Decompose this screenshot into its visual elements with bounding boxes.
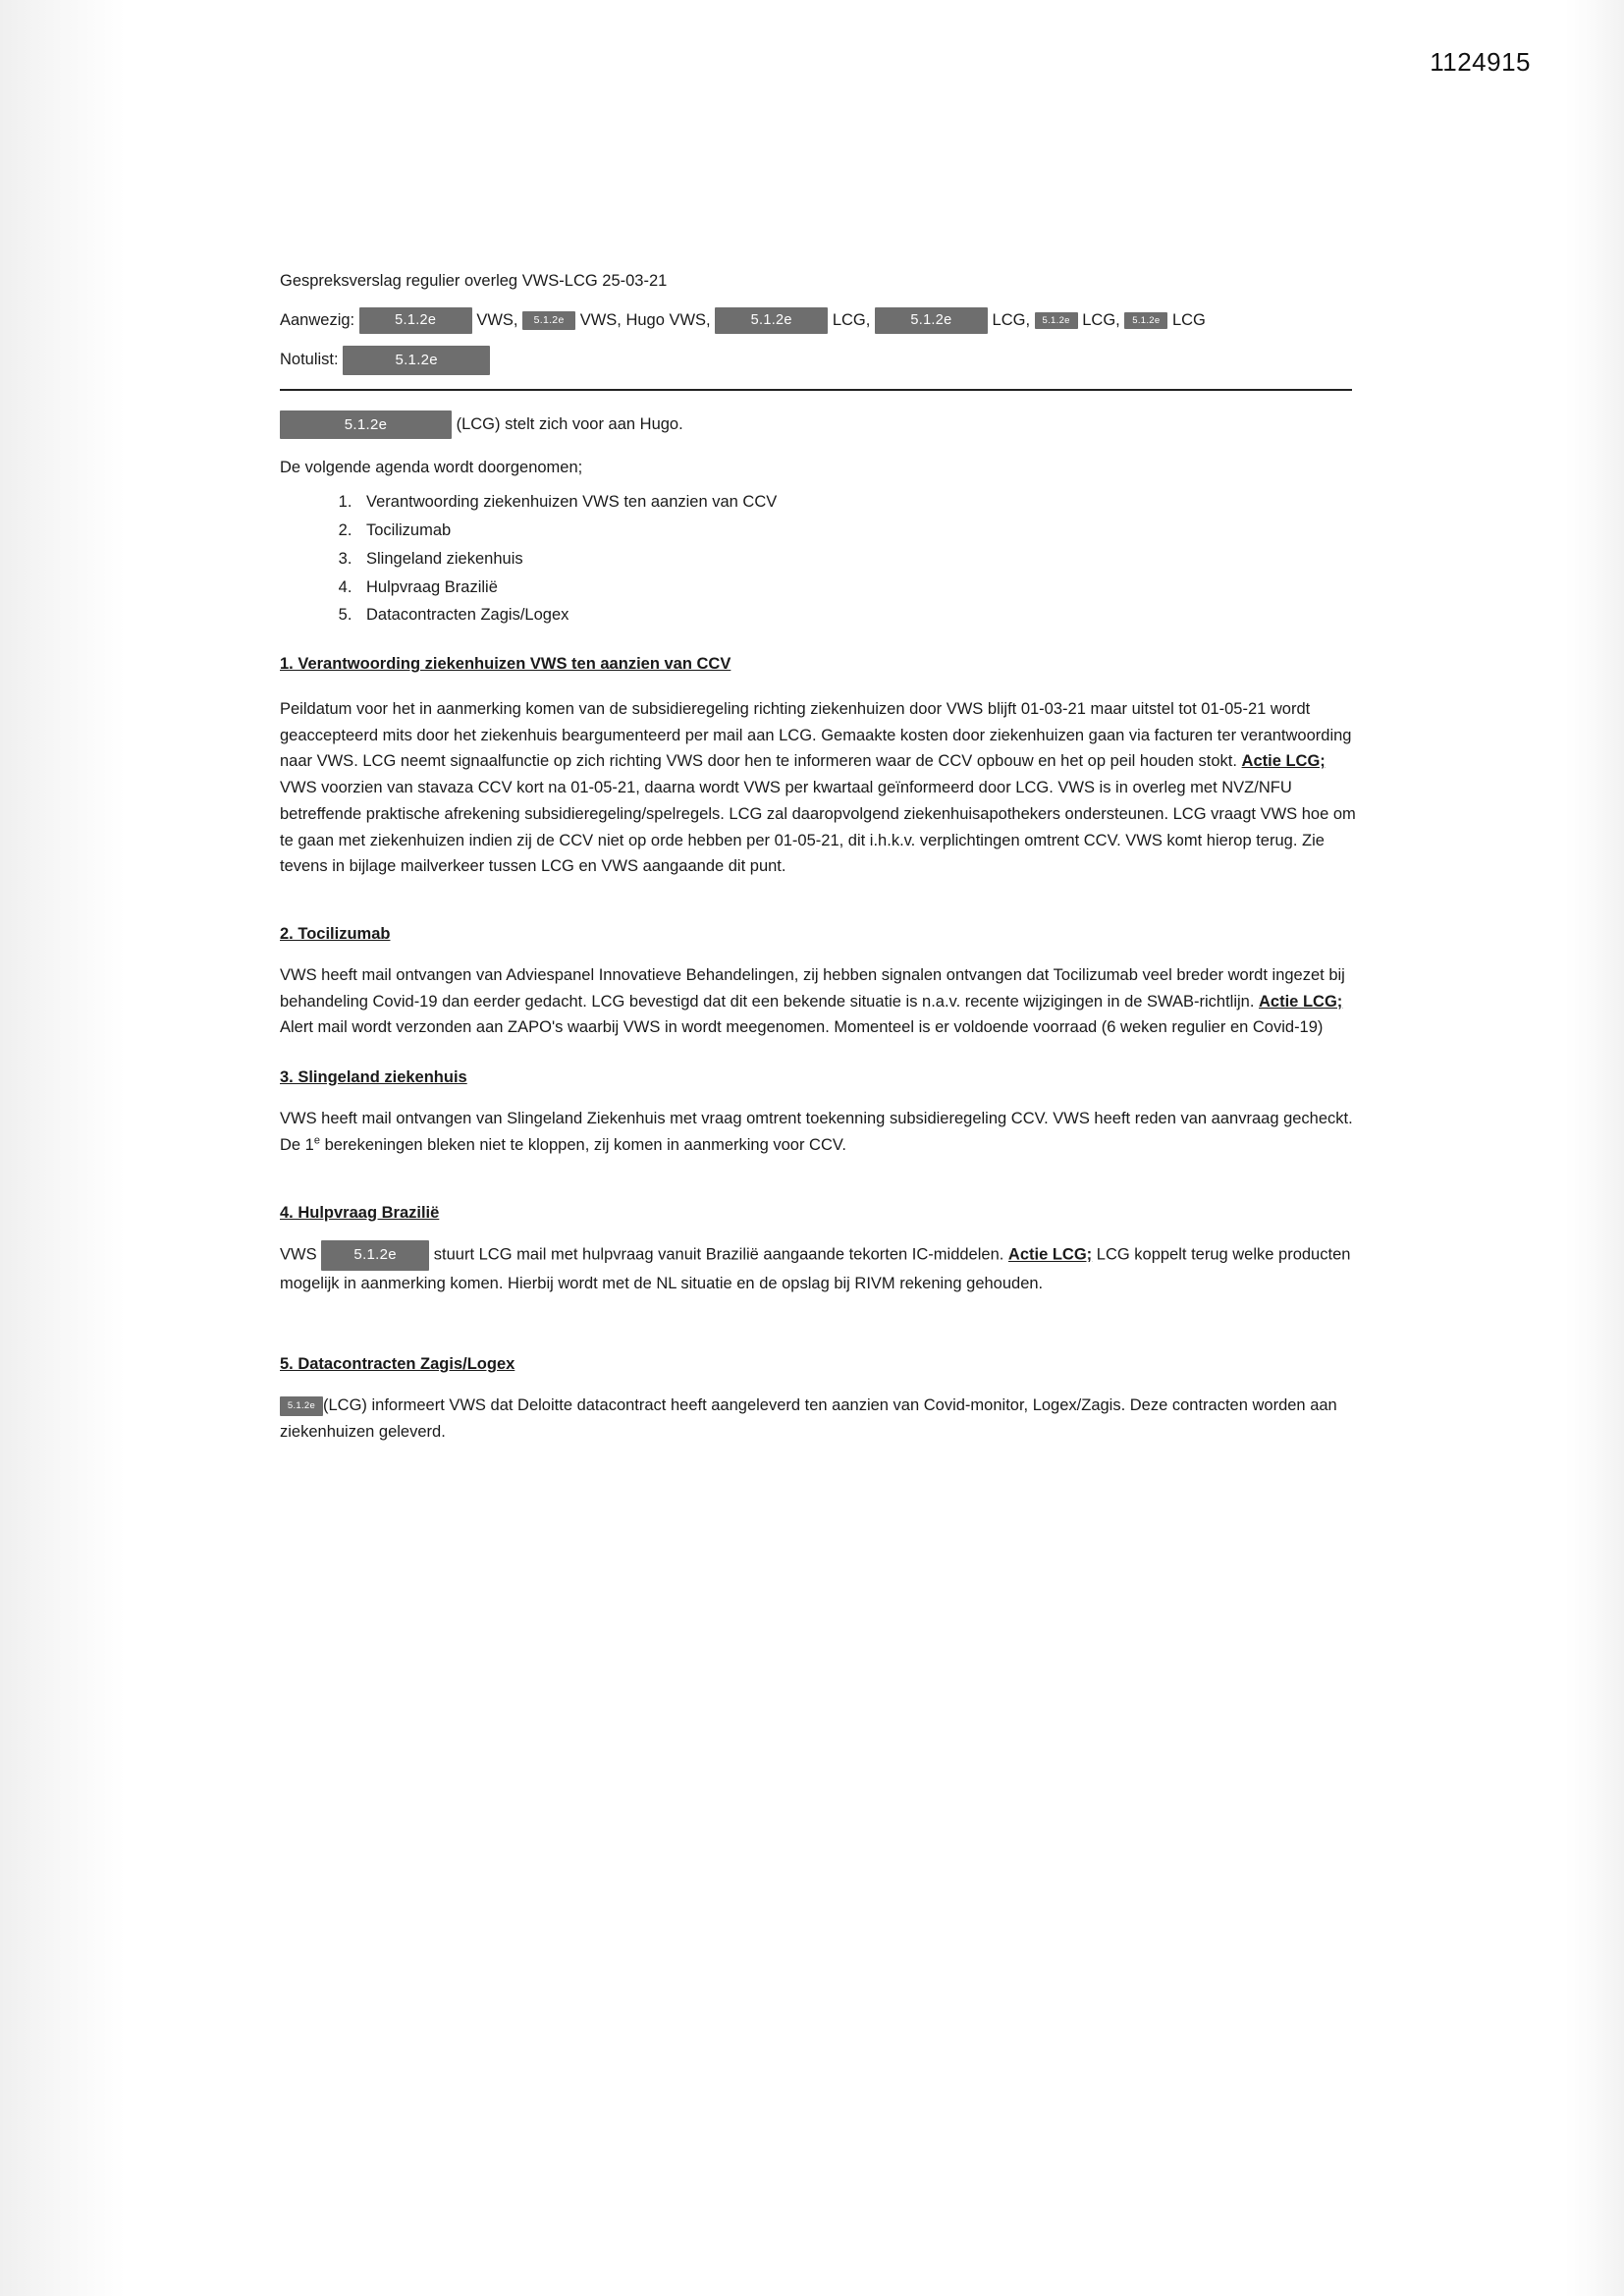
- redaction-box: 5.1.2e: [321, 1240, 429, 1270]
- redaction-box: 5.1.2e: [280, 410, 452, 440]
- header-divider: [280, 389, 1352, 391]
- intro-text: (LCG) stelt zich voor aan Hugo.: [456, 414, 683, 433]
- section-paragraph-2: [280, 962, 1360, 1041]
- paragraph-text: Alert mail wordt verzonden aan ZAPO's waarbij VWS in wordt meegenomen. Momenteel is er voldoende voorraad (6 weken regulier en Covid-19): [280, 1018, 1324, 1037]
- section-heading-1: 1. Verantwoording ziekenhuizen VWS ten aanzien van CCV: [280, 655, 731, 674]
- attendee-suffix: LCG,: [832, 310, 871, 329]
- redaction-box: 5.1.2e: [280, 1396, 323, 1415]
- agenda-item: 2. Tocilizumab: [356, 519, 1360, 543]
- redaction-box: 5.1.2e: [522, 311, 575, 330]
- action-label: Actie LCG;: [1259, 992, 1343, 1011]
- document-body: [280, 270, 1360, 1471]
- agenda-item: 1. Verantwoording ziekenhuizen VWS ten aanzien van CCV: [356, 490, 1360, 515]
- intro-line: [280, 410, 1360, 440]
- redaction-box: 5.1.2e: [715, 307, 828, 334]
- section-spacer: [280, 1184, 1360, 1202]
- minutes-taker-label: Notulist:: [280, 351, 339, 369]
- minutes-taker-line: [280, 346, 1360, 375]
- section-paragraph-1: [280, 696, 1360, 880]
- scan-shadow-left: [0, 0, 126, 2296]
- paragraph-prefix: VWS: [280, 1245, 317, 1264]
- scan-shadow-right: [1565, 0, 1624, 2296]
- paragraph-text: (LCG) informeert VWS dat Deloitte datacontract heeft aangeleverd ten aanzien van Covid-monitor, Logex/Zagis. Deze contracten worden aan ziekenhuizen geleverd.: [280, 1396, 1337, 1442]
- section-paragraph-4: [280, 1240, 1360, 1296]
- section-heading-4: 4. Hulpvraag Brazilië: [280, 1203, 440, 1222]
- action-label: Actie LCG;: [1241, 752, 1326, 771]
- agenda-item: 5. Datacontracten Zagis/Logex: [356, 603, 1360, 628]
- redaction-box: 5.1.2e: [1124, 312, 1167, 330]
- section-heading-3: 3. Slingeland ziekenhuis: [280, 1068, 467, 1087]
- attendee-suffix: LCG: [1171, 310, 1206, 329]
- attendee-suffix: LCG,: [1082, 310, 1120, 329]
- agenda-item: 3. Slingeland ziekenhuis: [356, 547, 1360, 572]
- redaction-box: 5.1.2e: [343, 346, 490, 375]
- paragraph-text: Peildatum voor het in aanmerking komen van de subsidieregeling richting ziekenhuizen door VWS blijft 01-03-21 maar uitstel tot 01-05-21 wordt geaccepteerd mits door het ziekenhuis beargumenteerd per mail aan LCG. Gemaakte kosten door ziekenhuizen gaan via facturen ter verantwoording naar VWS. LCG neemt signaalfunctie op zich richting VWS door hen te informeren waar de CCV opbouw en het op peil houden stokt.: [280, 700, 1352, 771]
- section-paragraph-5: [280, 1393, 1360, 1445]
- agenda-list: [280, 490, 1360, 628]
- agenda-item: 4. Hulpvraag Brazilië: [356, 575, 1360, 600]
- paragraph-text: berekeningen bleken niet te kloppen, zij komen in aanmerking voor CCV.: [319, 1135, 846, 1154]
- ordinal-superscript: e: [313, 1134, 320, 1147]
- attendees-line: [280, 307, 1360, 334]
- redaction-box: 5.1.2e: [1035, 312, 1078, 330]
- section-spacer: [280, 1322, 1360, 1353]
- section-paragraph-3: [280, 1106, 1360, 1158]
- attendee-suffix: LCG,: [992, 310, 1031, 329]
- redaction-box: 5.1.2e: [359, 307, 472, 334]
- document-number: 1124915: [1430, 47, 1531, 77]
- attendee-suffix: VWS, Hugo VWS,: [579, 310, 711, 329]
- attendees-label: Aanwezig:: [280, 310, 355, 329]
- paragraph-text: VWS heeft mail ontvangen van Adviespanel Innovatieve Behandelingen, zij hebben signalen ontvangen dat Tocilizumab veel breder wordt ingezet bij behandeling Covid-19 dan eerder gedacht. LCG bevestigd dat dit een bekende situatie is n.a.v. recente wijzigingen in de SWAB-richtlijn.: [280, 965, 1345, 1011]
- paragraph-text: stuurt LCG mail met hulpvraag vanuit Brazilië aangaande tekorten IC-middelen.: [429, 1245, 1008, 1264]
- section-spacer: [280, 905, 1360, 923]
- action-label: Actie LCG;: [1007, 1245, 1093, 1264]
- redaction-box: 5.1.2e: [875, 307, 988, 334]
- attendee-suffix: VWS,: [476, 310, 518, 329]
- paragraph-text: LCG koppelt terug welke producten mogelijk in aanmerking komen. Hierbij wordt met de NL situatie en de opslag bij RIVM rekening gehouden.: [280, 1245, 1351, 1292]
- section-heading-5: 5. Datacontracten Zagis/Logex: [280, 1355, 515, 1374]
- section-heading-2: 2. Tocilizumab: [280, 925, 391, 944]
- paragraph-text: VWS heeft mail ontvangen van Slingeland Ziekenhuis met vraag omtrent toekenning subsidieregeling CCV. VWS heeft reden van aanvraag gecheckt. De 1: [280, 1110, 1353, 1154]
- agenda-intro: De volgende agenda wordt doorgenomen;: [280, 459, 583, 477]
- paragraph-text: VWS voorzien van stavaza CCV kort na 01-05-21, daarna wordt VWS per kwartaal geïnformeerd door LCG. VWS is in overleg met NVZ/NFU betreffende praktische afrekening subsidieregeling/spelregels. LCG zal daaropvolgend ziekenhuisapothekers ondersteunen. LCG vraagt VWS hoe om te gaan met ziekenhuizen indien zij de CCV niet op orde hebben per 01-05-21, dit i.h.k.v. verplichtingen omtrent CCV. VWS komt hierop terug. Zie tevens in bijlage mailverkeer tussen LCG en VWS aangaande dit punt.: [280, 779, 1356, 876]
- document-title: Gespreksverslag regulier overleg VWS-LCG 25-03-21: [280, 272, 668, 290]
